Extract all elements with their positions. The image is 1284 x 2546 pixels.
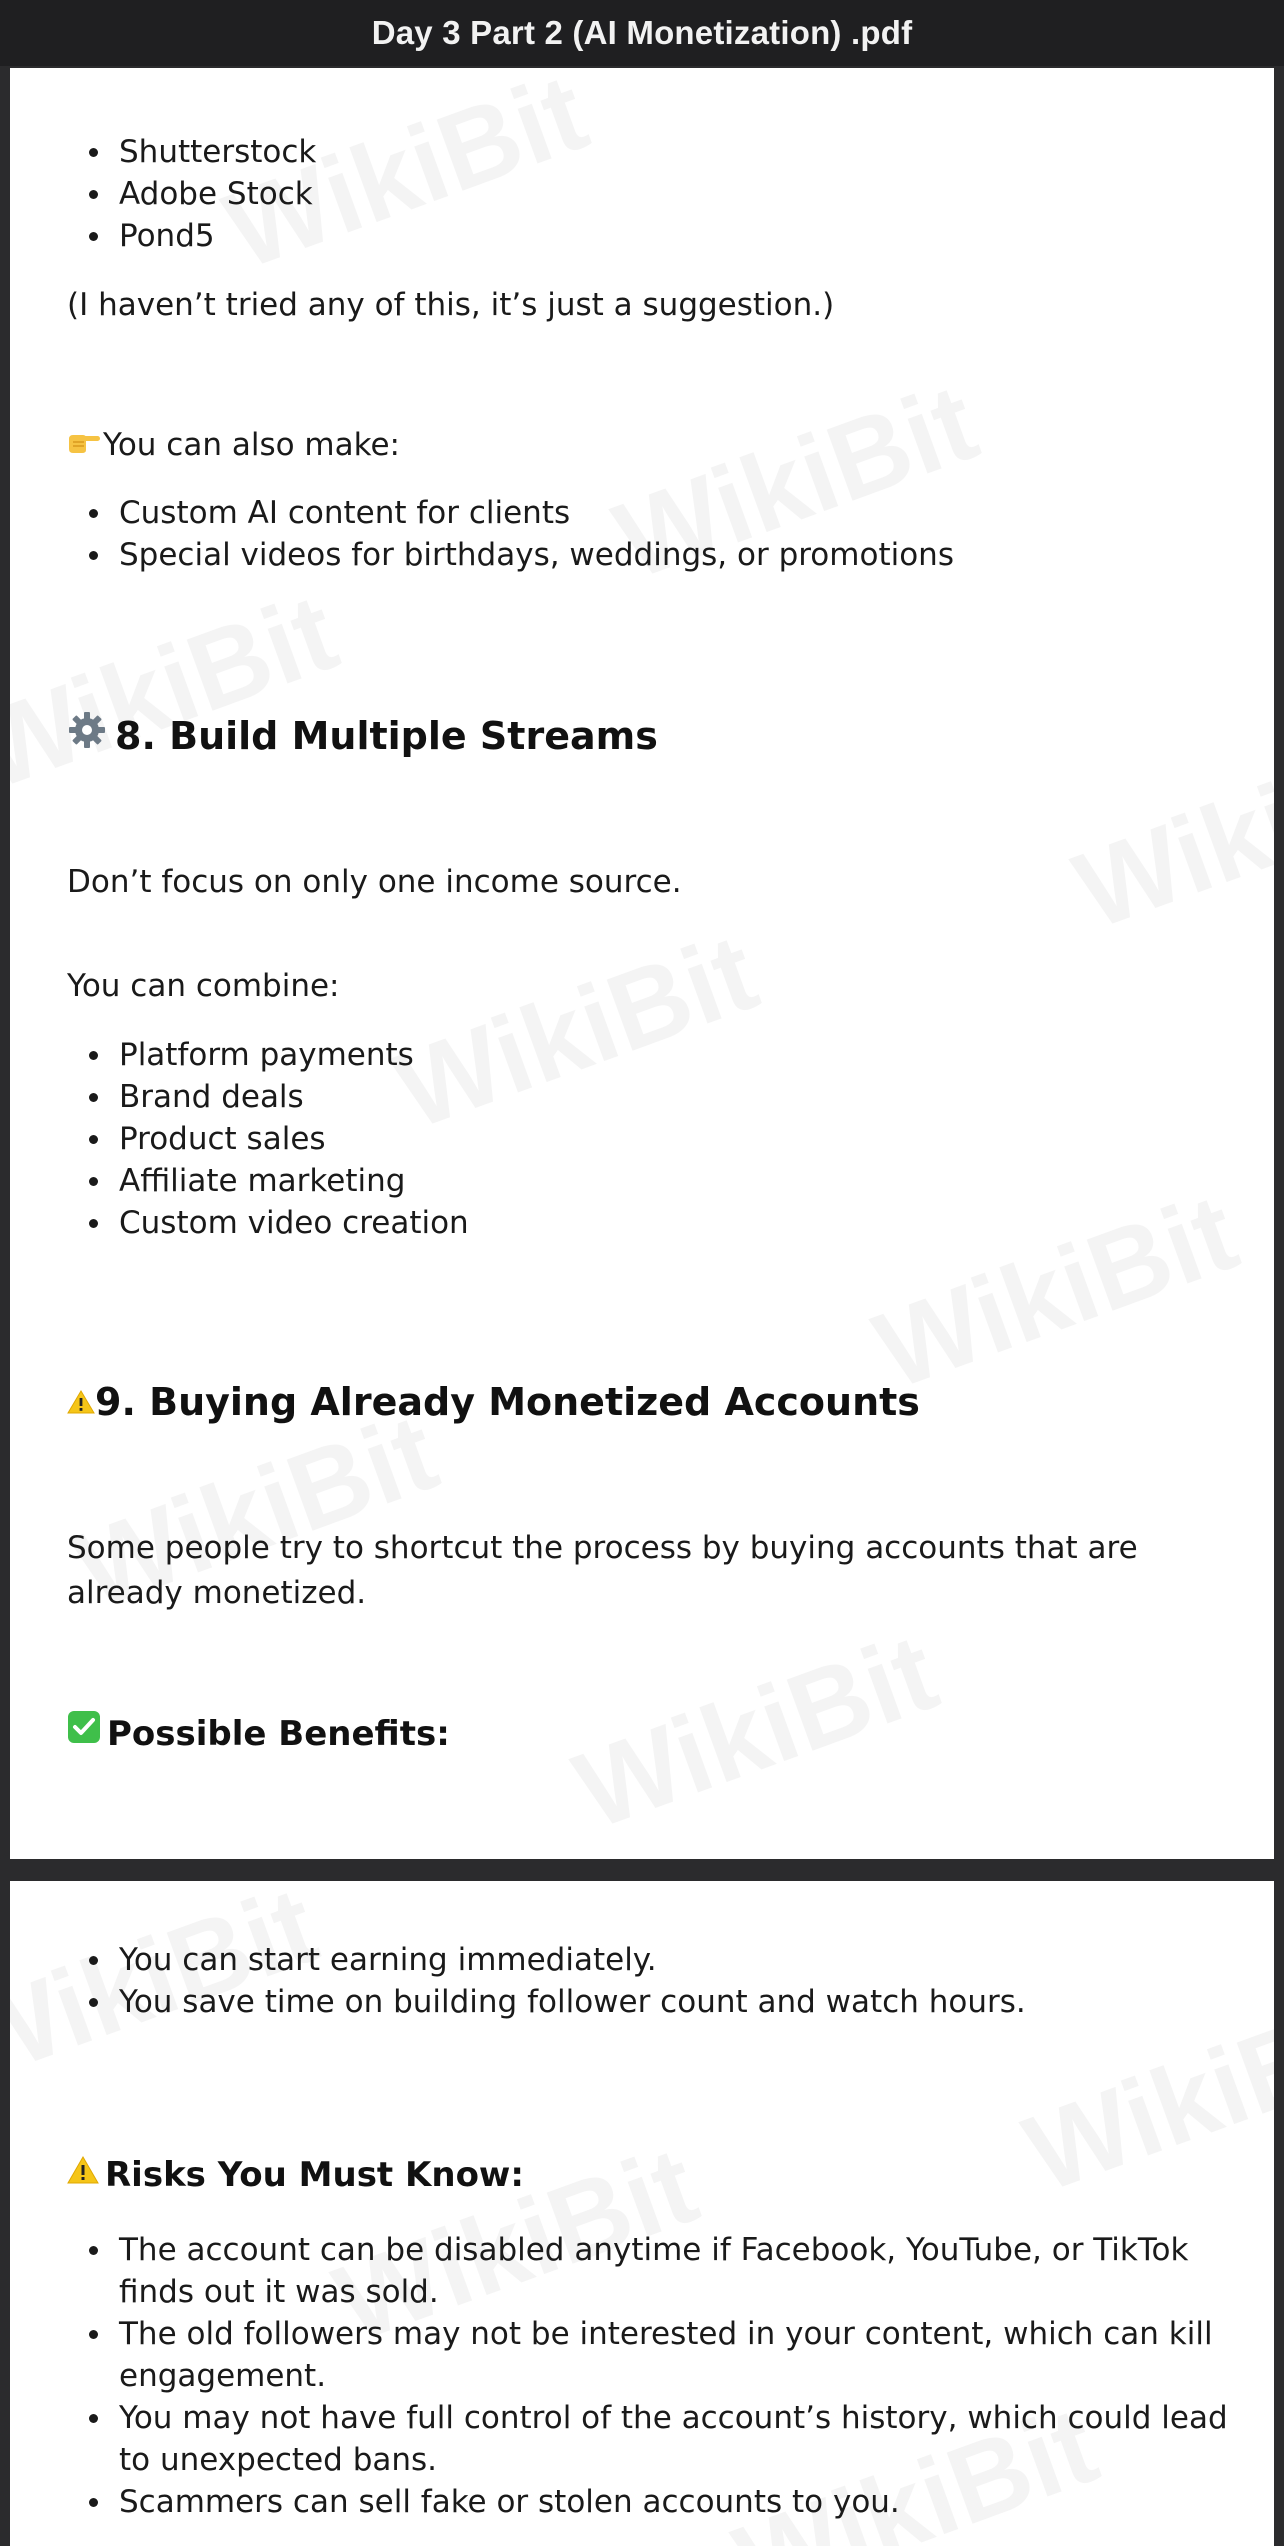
warning-icon xyxy=(67,1378,95,1426)
list-item: Custom video creation xyxy=(119,1202,1234,1244)
section-8-title: 8. Build Multiple Streams xyxy=(115,714,658,758)
pointing-hand-icon xyxy=(67,423,101,465)
list-item: Custom AI content for clients xyxy=(119,492,1234,534)
document-title: Day 3 Part 2 (AI Monetization) .pdf xyxy=(371,14,913,51)
list-item: You may not have full control of the account’s history, which could lead to unexpected bans. xyxy=(119,2397,1234,2481)
pdf-page-2[interactable] xyxy=(10,1881,1274,2546)
disclaimer-text: (I haven’t tried any of this, it’s just a suggestion.) xyxy=(67,287,835,323)
pdf-page-1[interactable] xyxy=(10,68,1274,1859)
list-item: You can start earning immediately. xyxy=(119,1939,1234,1981)
pdf-viewer-titlebar xyxy=(0,0,1284,66)
also-make-label: You can also make: xyxy=(103,427,400,463)
list-item: Platform payments xyxy=(119,1034,1234,1076)
benefits-title: Possible Benefits: xyxy=(107,1714,450,1754)
list-item: Shutterstock xyxy=(119,131,1234,173)
list-item: Adobe Stock xyxy=(119,173,1234,215)
benefits-heading xyxy=(67,1710,1234,1760)
list-item: Brand deals xyxy=(119,1076,1234,1118)
list-item: Affiliate marketing xyxy=(119,1160,1234,1202)
section-8-paragraph-2: You can combine: xyxy=(67,968,340,1004)
income-streams-list xyxy=(67,1034,1234,1244)
warning-icon xyxy=(67,2150,99,2198)
list-item: The old followers may not be interested in your content, which can kill engagement. xyxy=(119,2313,1234,2397)
list-item: Product sales xyxy=(119,1118,1234,1160)
check-mark-icon xyxy=(67,1709,101,1757)
section-9-paragraph: Some people try to shortcut the process by buying accounts that are already monetized. xyxy=(67,1530,1138,1611)
list-item: Special videos for birthdays, weddings, or promotions xyxy=(119,534,1234,576)
watermark xyxy=(10,568,352,815)
also-make-intro xyxy=(67,424,1234,468)
section-8-heading xyxy=(67,712,1234,764)
gear-icon xyxy=(67,710,107,761)
section-9-title: 9. Buying Already Monetized Accounts xyxy=(95,1380,920,1424)
risks-list xyxy=(67,2229,1234,2523)
section-9-heading xyxy=(67,1378,1234,1429)
list-item: You save time on building follower count and watch hours. xyxy=(119,1981,1234,2023)
risks-title: Risks You Must Know: xyxy=(105,2155,524,2195)
benefits-list xyxy=(67,1939,1234,2023)
risks-heading xyxy=(67,2151,1234,2201)
section-8-paragraph-1: Don’t focus on only one income source. xyxy=(67,864,682,900)
also-make-list xyxy=(67,492,1234,576)
list-item: Scammers can sell fake or stolen accounts to you. xyxy=(119,2481,1234,2523)
list-item: Pond5 xyxy=(119,215,1234,257)
stock-sites-list xyxy=(67,131,1234,257)
list-item: The account can be disabled anytime if Facebook, YouTube, or TikTok finds out it was sold. xyxy=(119,2229,1234,2313)
